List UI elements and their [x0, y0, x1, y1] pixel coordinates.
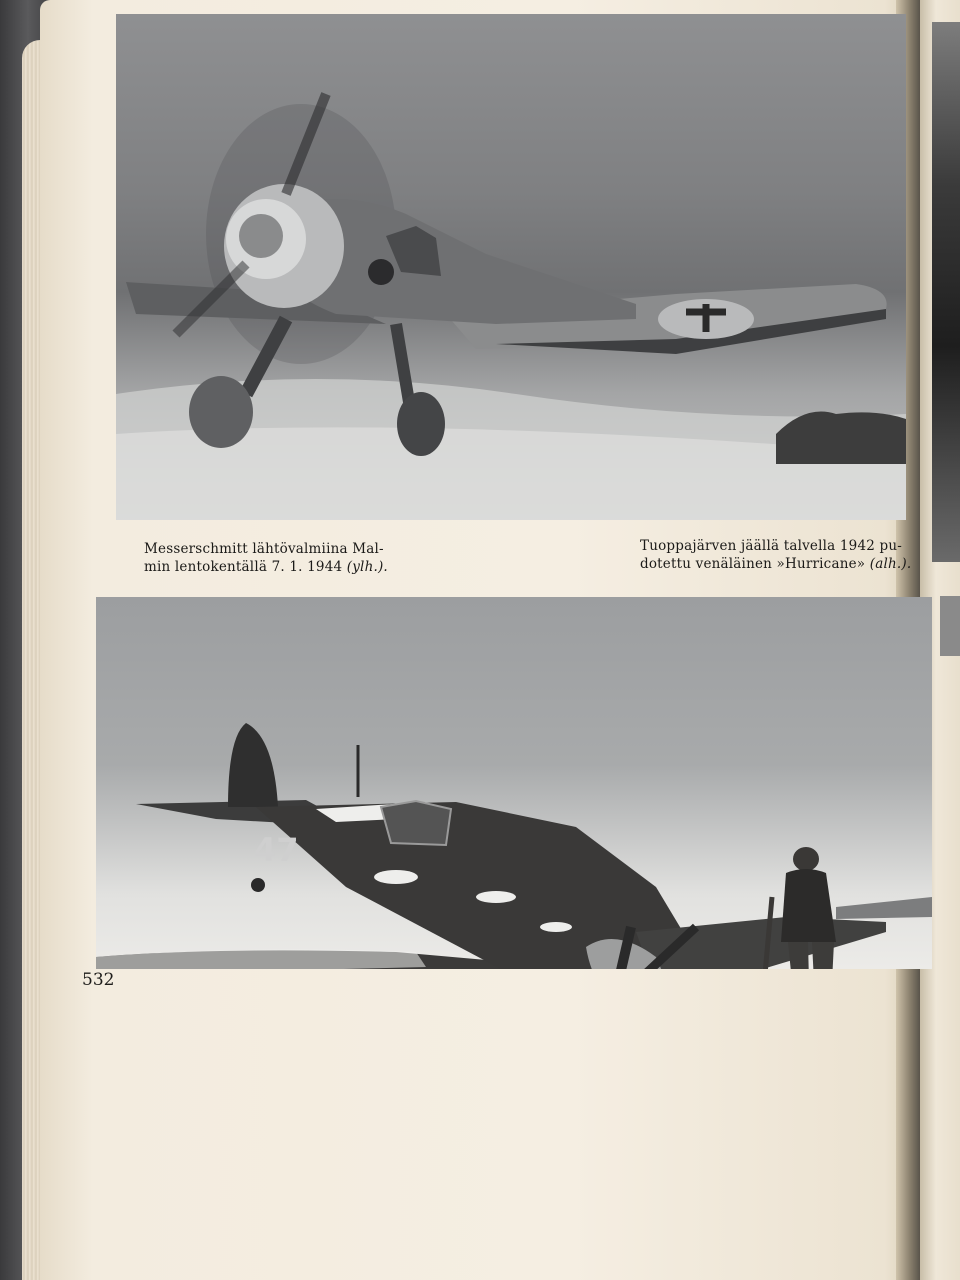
facing-page-photo	[932, 22, 960, 562]
caption-line: Tuoppajärven jäällä talvella 1942 pu-	[640, 538, 903, 554]
caption-line	[144, 558, 388, 576]
caption-position: (ylh.).	[346, 559, 388, 575]
hurricane-photo	[96, 597, 932, 969]
caption-line	[640, 555, 912, 573]
caption-position: (alh.).	[869, 556, 912, 572]
caption-text: dotettu venäläinen »Hurricane»	[640, 556, 870, 572]
messerschmitt-photo	[116, 14, 906, 520]
page-number: 532	[82, 970, 115, 990]
aircraft-marking: 47	[254, 831, 299, 869]
facing-page-photo-lower	[940, 596, 960, 656]
caption-text: min lentokentällä 7. 1. 1944	[144, 559, 347, 575]
caption-line: Messerschmitt lähtövalmiina Mal-	[144, 541, 384, 557]
caption-messerschmitt	[144, 540, 388, 576]
caption-hurricane	[640, 537, 912, 573]
